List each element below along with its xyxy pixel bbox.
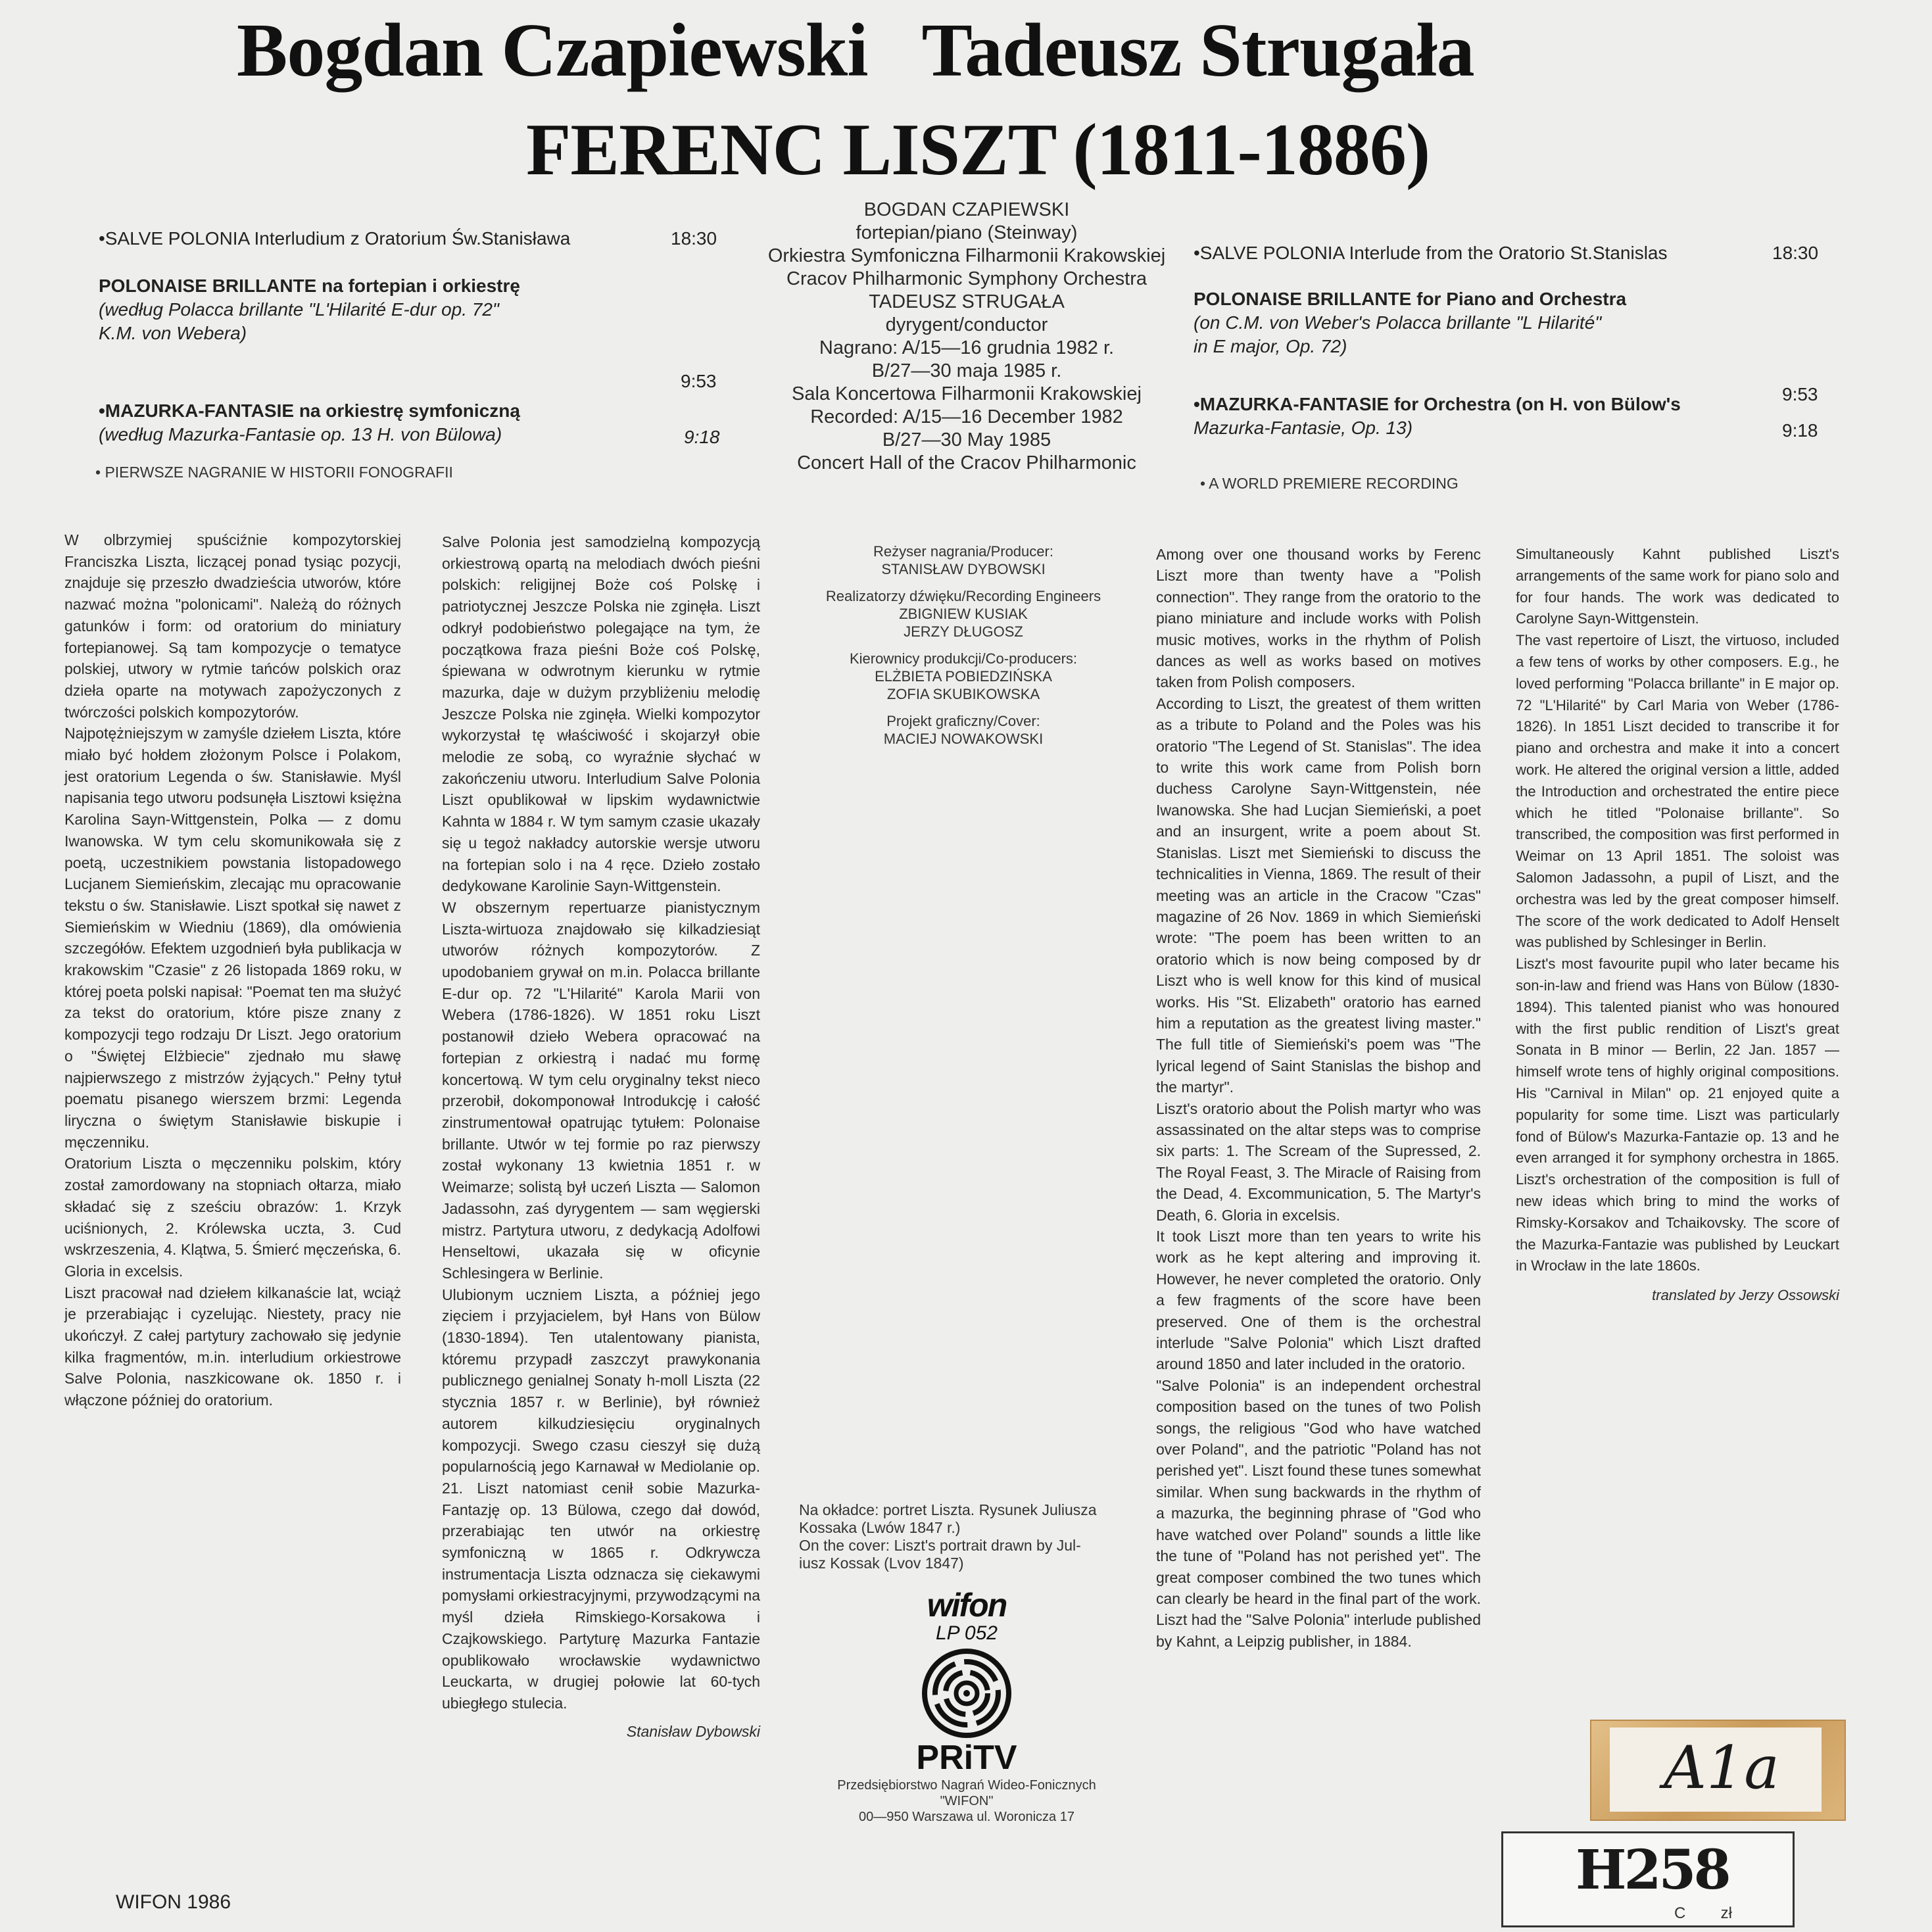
- track-time: 18:30: [671, 228, 717, 249]
- conductor-name: TADEUSZ STRUGAŁA: [869, 291, 1065, 312]
- track-detail: (on C.M. von Weber's Polacca brillante "L Hilarité": [1194, 312, 1602, 333]
- sticker-tape: [1590, 1720, 1846, 1821]
- sticker-price: [1501, 1831, 1795, 1927]
- paragraph: Liszt's oratorio about the Polish martyr who was assassinated on the altar steps was to comprise six parts: 1. The Scream of the Supressed, 2. The Royal Feast, 3. The Miracle of Raising from the Dead, 4. Excommunication, 5. The Martyr's Death, 6. Gloria in excelsis.: [1156, 1099, 1481, 1224]
- cover-note-line: Na okładce: portret Liszta. Rysunek Juliusza: [799, 1501, 1097, 1518]
- track-detail: in E major, Op. 72): [1194, 336, 1347, 356]
- sticker-side-code: A1a: [1664, 1733, 1779, 1802]
- tracklist-english: [1194, 241, 1819, 441]
- credit-coproducers: [773, 650, 1154, 703]
- venue-en: Concert Hall of the Cracov Philharmonic: [797, 452, 1136, 473]
- performers-heading: Bogdan Czapiewski Tadeusz Strugała: [237, 9, 1474, 93]
- credit-role: Realizatorzy dźwięku/Recording Engineers: [825, 588, 1101, 604]
- wifon-brand: wifon: [927, 1587, 1007, 1624]
- sticker-price-suffix: C zł: [1674, 1904, 1733, 1922]
- credit-producer: [773, 543, 1154, 578]
- track-pl-3: [99, 399, 730, 458]
- cover-note: [799, 1501, 1097, 1572]
- track-time: 9:53: [681, 371, 717, 391]
- paragraph: Ulubionym uczniem Liszta, a później jego zięciem i przyjacielem, był Hans von Bülow (1830-1894). Ten utalentowany pianista, któremu przypadł zaszczyt prawykonania publicznego genialnej Sonaty h-moll Liszta (22 stycznia 1857 r. w Berlinie), był również autorem kilkudziesięciu oryginalnych kompozycji. Swego czasu cieszył się dużą popularnością jego Karnawał w Mediolanie op. 21. Liszt natomiast cenił sobie Mazurka-Fantazję op. 13 Bülowa, czego dał dowód, przerabiając ten utwór na orkiestrę symfoniczną w 1865 r. Odkrywcza instrumentacja Liszta odznacza się ciekawymi pomysłami orkiestracyjnymi, przywodzącymi na myśl dzieła Rimskiego-Korsakowa i Czajkowskiego. Partyturę Mazurka Fantazie opublikowało wrocławskie wydawnictwo Leuckarta, w drugiej połowie lat 60-tych ubiegłego stulecia.: [442, 1286, 760, 1712]
- liner-notes-en-col5: [1516, 544, 1839, 1307]
- publisher-address: [789, 1777, 1144, 1825]
- credit-person: MACIEJ NOWAKOWSKI: [883, 731, 1044, 747]
- liner-notes-pl-col2: [442, 531, 760, 1742]
- paragraph: Simultaneously Kahnt published Liszt's arrangements of the same work for piano solo and for four hands. The work was dedicated to Carolyne Sayn-Wittgenstein.: [1516, 546, 1839, 627]
- venue-pl: Sala Koncertowa Filharmonii Krakowskiej: [792, 383, 1142, 404]
- credit-engineers: [773, 587, 1154, 640]
- credit-role: Reżyser nagrania/Producer:: [873, 543, 1053, 560]
- track-en-1: [1194, 241, 1819, 276]
- track-detail: (według Mazurka-Fantasie op. 13 H. von Bülowa): [99, 424, 502, 445]
- credit-person: ZOFIA SKUBIKOWSKA: [886, 686, 1040, 702]
- pianist-role: fortepian/piano (Steinway): [856, 222, 1078, 243]
- performance-info: [743, 199, 1190, 475]
- track-title: •SALVE POLONIA Interlude from the Oratorio St.Stanislas: [1194, 243, 1668, 263]
- track-title: •MAZURKA-FANTASIE na orkiestrę symfoniczną: [99, 400, 520, 421]
- paragraph: It took Liszt more than ten years to write his work as he kept altering and improving it. However, he never completed the oratorio. Only a few fragments of the score have been preserved. One of them is the orchestral interlude "Salve Polonia" which Liszt drafted around 1850 and later included in the oratorio.: [1156, 1228, 1481, 1373]
- track-pl-2: [99, 274, 730, 393]
- cover-note-line: On the cover: Liszt's portrait drawn by Jul-: [799, 1537, 1081, 1554]
- wifon-logo: [914, 1588, 1019, 1776]
- recorded-pl-a: Nagrano: A/15—16 grudnia 1982 r.: [819, 337, 1115, 358]
- footer-label-year: WIFON 1986: [116, 1891, 231, 1913]
- paragraph: Liszt pracował nad dziełem kilkanaście lat, wciąż je przerabiając i cyzelując. Niestety, pracy nie ukończył. Z całej partytury zachowało się jedynie kilka fragmentów, m.in. interludium orkiestrowe Salve Polonia, naszkicowane ok. 1850 r. i włączone później do oratorium.: [64, 1284, 401, 1409]
- paragraph: Oratorium Liszta o męczenniku polskim, który został zamordowany na stopniach ołtarza, miało składać się z sześciu obrazów: 1. Krzyk uciśnionych, 2. Królewska uczta, 3. Cud wskrzeszenia, 4. Klątwa, 5. Śmierć męczeńska, 6. Gloria in excelsis.: [64, 1155, 401, 1280]
- paragraph: Among over one thousand works by Ferenc Liszt more than twenty have a "Polish connection". They range from the oratorio to the piano miniature and include works with Polish music motives, works in the rhythm of Polish dances as well as works based on motives taken from Polish composers.: [1156, 546, 1481, 691]
- composer-heading: FERENC LISZT (1811-1886): [526, 109, 1430, 191]
- credit-person: STANISŁAW DYBOWSKI: [881, 561, 1046, 577]
- paragraph: Najpotężniejszym w zamyśle dziełem Liszta, które miało być hołdem złożonym Polsce i Polakom, jest oratorium Legenda o św. Stanisławie. Myśl napisania tego utworu podsunęła Lisztowi księżna Karolina Sayn-Wittgenstein, Polka — z domu Iwanowska. W tym celu skomunikowała się z poetą, uczestnikiem powstania listopadowego Lucjanem Siemieńskim, zlecając mu opracowanie tekstu o św. Stanisławie. Liszt spotkał się nawet z Siemieńskim w Wiedniu (1869), dla omówienia szczegółów. Efektem uzgodnień była publikacja w krakowskim "Czasie" z 26 listopada 1869 roku, w której poeta polski napisał: "Poemat ten ma służyć za tekst do oratorium, które pisze znany z kompozycji tego rodzaju Dr Liszt. Jego oratorium o "Świętej Elżbiecie" zjednało mu sławę najpierwszego z mistrzów żyjących." Pełny tytuł poematu pisanego wierszem brzmi: Legenda liryczna o świętym Stanisławie biskupie i męczenniku.: [64, 725, 401, 1151]
- publisher-name: Przedsiębiorstwo Nagrań Wideo-Fonicznych: [837, 1778, 1096, 1793]
- track-time: 18:30: [1772, 243, 1819, 263]
- paragraph: Salve Polonia jest samodzielną kompozycją orkiestrową opartą na melodiach dwóch pieśni polskich: religijnej Boże coś Polskę i patriotycznej Jeszcze Polska nie zginęła. Liszt odkrył podobieństwo polegające na tym, że początkowa fraza pieśni Boże coś Polskę, śpiewana w odwrotnym kierunku w rytmie mazurka, daje w dużym przybliżeniu melodię Jeszcze Polska nie zginęła. Wielki kompozytor wykorzystał tę właściwość i skojarzył obie melodie ze sobą, co wyraźnie słychać w zakończeniu utworu. Interludium Salve Polonia Liszt opublikował w lipskim wydawnictwie Kahnta w 1884 r. W tym samym czasie ukazały się u tegoż nakładcy autorskie wersje utworu na fortepian solo i na 4 ręce. Dzieło zostało dedykowane Karolinie Sayn-Wittgenstein.: [442, 533, 760, 895]
- cover-note-line: Kossaka (Lwów 1847 r.): [799, 1519, 961, 1536]
- credit-person: ELŻBIETA POBIEDZIŃSKA: [875, 668, 1052, 685]
- credit-cover: [773, 712, 1154, 748]
- credit-role: Projekt graficzny/Cover:: [886, 713, 1040, 729]
- orchestra-pl: Orkiestra Symfoniczna Filharmonii Krakowskiej: [767, 245, 1166, 266]
- track-time: 9:18: [1782, 420, 1818, 441]
- credit-person: JERZY DŁUGOSZ: [904, 623, 1023, 640]
- translator-signature: translated by Jerzy Ossowski: [1652, 1287, 1839, 1304]
- track-detail: K.M. von Webera): [99, 323, 247, 343]
- paragraph: Liszt's most favourite pupil who later became his son-in-law and friend was Hans von Bülow (1830-1894). This talented pianist who was honoured with the first public rendition of Liszt's great Sonata in B minor — Berlin, 22 Jan. 1857 — himself wrote tens of highly original compositions. His "Carnival in Milan" op. 21 enjoyed quite a popularity for some time. Liszt was particularly fond of Bülow's Mazurka-Fantazie op. 13 and he even arranged it for symphony orchestra in 1865. Liszt's orchestration of the composition is full of new ideas which bring to mind the works of Rimsky-Korsakov and Tchaikovsky. The score of the Mazurka-Fantazie was published by Leuckart in Wrocław in the late 1860s.: [1516, 955, 1839, 1274]
- paragraph: W obszernym repertuarze pianistycznym Liszta-wirtuoza znajdowało się kilkadziesiąt utworów różnych kompozytorów. Z upodobaniem grywał on m.in. Polacca brillante E-dur op. 72 "L'Hilarité" Karola Marii von Webera (1786-1826). W 1851 roku Liszt postanowił dzieło Webera opracować na fortepian z orkiestrą i nadać mu formę koncertową. W tym celu oryginalny tekst nieco przerobił, dokomponował Introdukcję i całość zinstrumentował opatrując tytułem: Polonaise brillante. Utwór w tej formie po raz pierwszy został wykonany 13 kwietnia 1851 r. w Weimarze; solistą był uczeń Liszta — Salomon Jadassohn, zaś dyrygentem — sam węgierski mistrz. Partytura utworu, z dedykacją Adolfowi Henseltowi, ukazała się w oficynie Schlesingera w Berlinie.: [442, 898, 760, 1282]
- track-detail: Mazurka-Fantasie, Op. 13): [1194, 418, 1413, 438]
- publisher-street: 00—950 Warszawa ul. Woronicza 17: [859, 1810, 1075, 1824]
- orchestra-en: Cracov Philharmonic Symphony Orchestra: [786, 268, 1147, 289]
- conductor-role: dyrygent/conductor: [885, 314, 1048, 335]
- track-title: POLONAISE BRILLANTE na fortepian i orkiestrę: [99, 276, 520, 296]
- paragraph: W olbrzymiej spuściźnie kompozytorskiej Franciszka Liszta, liczącej ponad tysiąc pozycji, znajduje się przeszło dwadzieścia utworów, które nazwać można "polonicami". Należą do różnych gatunków i form: od oratorium do miniatury fortepianowej. Są tam kompozycje o tematyce polskiej, utwory w rytmie tańców polskich oraz dzieła oparte na motywach zapożyczonych z twórczości polskich kompozytorów.: [64, 531, 401, 721]
- recorded-en-b: B/27—30 May 1985: [882, 429, 1051, 450]
- liner-notes-pl-col1: [64, 529, 401, 1411]
- tracklist-polish: [99, 227, 730, 447]
- track-pl-1: [99, 227, 730, 261]
- premiere-note-polish: • PIERWSZE NAGRANIE W HISTORII FONOGRAFII: [95, 464, 453, 481]
- track-title: POLONAISE BRILLANTE for Piano and Orchestra: [1194, 289, 1627, 309]
- recorded-pl-b: B/27—30 maja 1985 r.: [871, 360, 1062, 381]
- recorded-en-a: Recorded: A/15—16 December 1982: [810, 406, 1123, 427]
- author-signature: Stanisław Dybowski: [626, 1722, 760, 1740]
- paragraph: According to Liszt, the greatest of them written as a tribute to Poland and the Poles was his oratorio "The Legend of St. Stanislas". The idea to write this work came from Polish born duchess Carolyne Sayn-Wittgenstein, née Iwanowska. She had Lucjan Siemieński, a poet and an insurgent, write a poem about St. Stanislas. Liszt met Siemieński to discuss the technicalities in Vienna, 1869. The result of their meeting was an article in the Cracow "Czas" magazine of 26 Nov. 1869 in which Siemieński wrote: "The poem has been written to an oratorio which is now being composed by dr Liszt who is well know for this kind of musical works. His "St. Elizabeth" oratorio has earned him a reputation as the greatest living master." The full title of Siemieński's poem was "The lyrical legend of Saint Stanislas the bishop and the martyr".: [1156, 694, 1481, 1096]
- track-time: 9:53: [1782, 384, 1818, 404]
- cover-note-line: iusz Kossak (Lvov 1847): [799, 1555, 964, 1572]
- paragraph: "Salve Polonia" is an independent orchestral composition based on the tunes of two Polish songs, the religious "God who have watched over Poland", and the patriotic "Poland has not perished yet". Liszt found these tunes somewhat similar. When sung backwards in the rhythm of a mazurka, the beginning phrase of "God who have watched over Poland" sounds a little like the tune of "Poland has not perished yet". The great composer combined the two tunes which can clearly be heard in the final part of the work. Liszt had the "Salve Polonia" interlude published by Kahnt, a Leipzig publisher, in 1884.: [1156, 1376, 1482, 1650]
- production-credits: [773, 543, 1154, 748]
- catalog-number: LP 052: [936, 1622, 998, 1644]
- sticker-number: H258: [1576, 1839, 1729, 1902]
- pritv-text: PRiTV: [916, 1739, 1017, 1777]
- track-title: •SALVE POLONIA Interludium z Oratorium Św.Stanisława: [99, 228, 571, 249]
- publisher-short: "WIFON": [940, 1794, 994, 1808]
- liner-notes-en-col4: [1156, 544, 1481, 1652]
- credit-role: Kierownicy produkcji/Co-producers:: [849, 650, 1078, 667]
- credit-person: ZBIGNIEW KUSIAK: [899, 606, 1028, 622]
- track-detail: (według Polacca brillante "L'Hilarité E-dur op. 72": [99, 299, 499, 320]
- premiere-note-english: • A WORLD PREMIERE RECORDING: [1200, 475, 1459, 492]
- track-title: •MAZURKA-FANTASIE for Orchestra (on H. von Bülow's: [1194, 394, 1681, 414]
- pianist-name: BOGDAN CZAPIEWSKI: [863, 199, 1070, 220]
- pritv-logo-icon: [921, 1647, 1013, 1739]
- paragraph: The vast repertoire of Liszt, the virtuoso, included a few tens of works by other composers. E.g., he loved performing "Polacca brillante" in E major op. 72 "L'Hilarité" by Carl Maria von Weber (1786-1826). In 1851 Liszt decided to transcribe it for piano and orchestra and make it into a concert work. He altered the original version a little, added the Introduction and orchestrated the entire piece which he titled "Polonaise brillante". So transcribed, the composition was first performed in Weimar on 13 April 1851. The soloist was Salomon Jadassohn, a pupil of Liszt, and the orchestra was led by the great composer himself. The score of the work dedicated to Adolf Henselt was published by Schlesinger in Berlin.: [1516, 632, 1839, 951]
- track-time: 9:18: [684, 427, 720, 447]
